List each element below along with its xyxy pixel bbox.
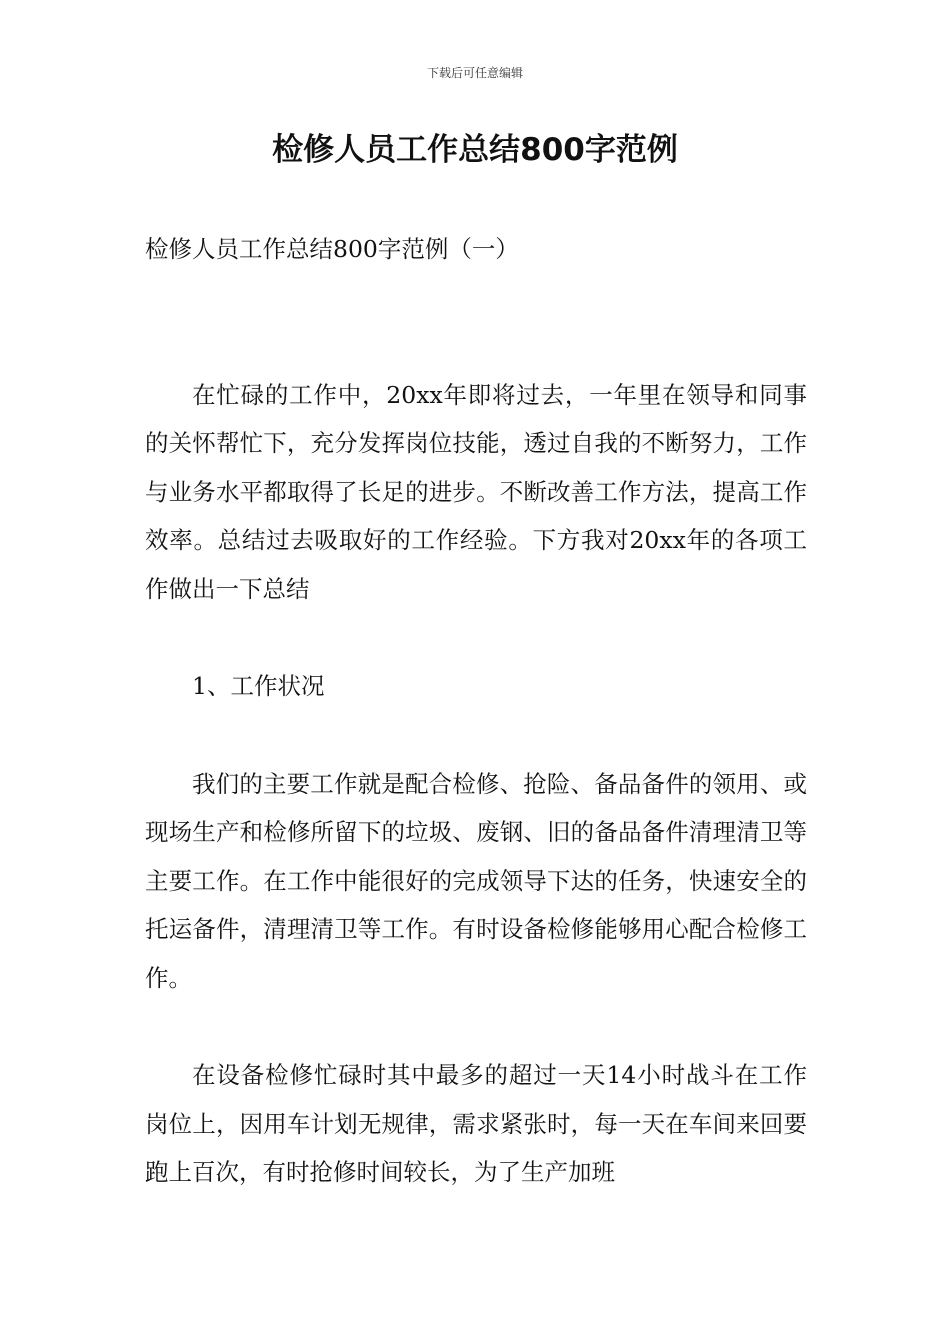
header-note: 下载后可任意编辑 (426, 66, 523, 80)
section-heading-work-status: 1、工作状况 (192, 672, 325, 700)
paragraph-intro: 在忙碌的工作中，20xx年即将过去，一年里在领导和同事的关怀帮忙下，充分发挥岗位技能，透过自我的不断努力，工作与业务水平都取得了长足的进步。不断改善工作方法，提高工作效率。总结过去吸取好的工作经验。下方我对20xx年的各项工作做出一下总结 (145, 380, 807, 603)
spacer (145, 711, 807, 760)
spacer (145, 613, 807, 662)
paragraph-overtime: 在设备检修忙碌时其中最多的超过一天14小时战斗在工作岗位上，因用车计划无规律，需求紧张时，每一天在车间来回要跑上百次，有时抢修时间较长，为了生产加班 (145, 1061, 807, 1186)
spacer (145, 1002, 807, 1051)
paragraph-main-work: 我们的主要工作就是配合检修、抢险、备品备件的领用、或现场生产和检修所留下的垃圾、废钢、旧的备品备件清理清卫等主要工作。在工作中能很好的完成领导下达的任务，快速安全的托运备件，清理清卫等工作。有时设备检修能够用心配合检修工作。 (145, 769, 807, 992)
spacer (145, 274, 807, 371)
document-subtitle: 检修人员工作总结800字范例（一） (145, 235, 519, 263)
document-title: 检修人员工作总结800字范例 (272, 132, 678, 168)
document-body (145, 225, 807, 1197)
